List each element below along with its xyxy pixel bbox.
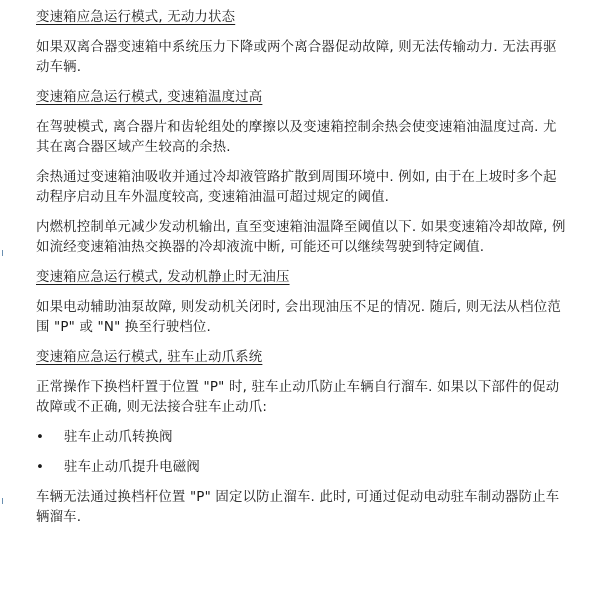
margin-mark-upper	[2, 250, 3, 256]
paragraph-parking-pawl: 正常操作下换档杆置于位置 "P" 时, 驻车止动爪防止车辆自行溜车. 如果以下部件的促动故障或不正确, 则无法接合驻车止动爪:	[36, 380, 560, 415]
paragraph-overheat-dissipation: 余热通过变速箱油吸收并通过冷却液管路扩散到周围环境中. 例如, 由于在上坡时多个起动程序启动且车外温度较高, 变速箱油温可超过规定的阈值.	[36, 170, 557, 205]
list-item	[36, 428, 566, 448]
list-item	[36, 458, 566, 478]
list-item-label: 驻车止动爪提升电磁阀	[64, 460, 200, 475]
document-page	[36, 8, 566, 528]
paragraph-no-power: 如果双离合器变速箱中系统压力下降或两个离合器促动故障, 则无法传输动力. 无法再驱动车辆.	[36, 40, 557, 75]
paragraph-overheat-cause: 在驾驶模式, 离合器片和齿轮组处的摩擦以及变速箱控制余热会使变速箱油温度过高. 尤其在离合器区域产生较高的余热.	[36, 120, 557, 155]
section-heading-parking-pawl: 变速箱应急运行模式, 驻车止动爪系统	[36, 350, 263, 365]
list-item-label: 驻车止动爪转换阀	[64, 430, 173, 445]
paragraph-no-oil-pressure: 如果电动辅助油泵故障, 则发动机关闭时, 会出现油压不足的情况. 随后, 则无法从档位范围 "P" 或 "N" 换至行驶档位.	[36, 300, 561, 335]
section-heading-no-power: 变速箱应急运行模式, 无动力状态	[36, 10, 236, 25]
margin-mark-lower	[2, 498, 3, 504]
bullet-icon: •	[36, 460, 45, 475]
bullet-list	[36, 428, 566, 478]
section-heading-overheat: 变速箱应急运行模式, 变速箱温度过高	[36, 90, 263, 105]
bullet-icon: •	[36, 430, 45, 445]
paragraph-overheat-reaction: 内燃机控制单元减少发动机输出, 直至变速箱油温降至阈值以下. 如果变速箱冷却故障, 例如流经变速箱油热交换器的冷却液流中断, 可能还可以继续驾驶到特定阈值.	[36, 220, 566, 255]
paragraph-closing: 车辆无法通过换档杆位置 "P" 固定以防止溜车. 此时, 可通过促动电动驻车制动器防止车辆溜车.	[36, 490, 560, 525]
section-heading-no-oil-pressure: 变速箱应急运行模式, 发动机静止时无油压	[36, 270, 290, 285]
